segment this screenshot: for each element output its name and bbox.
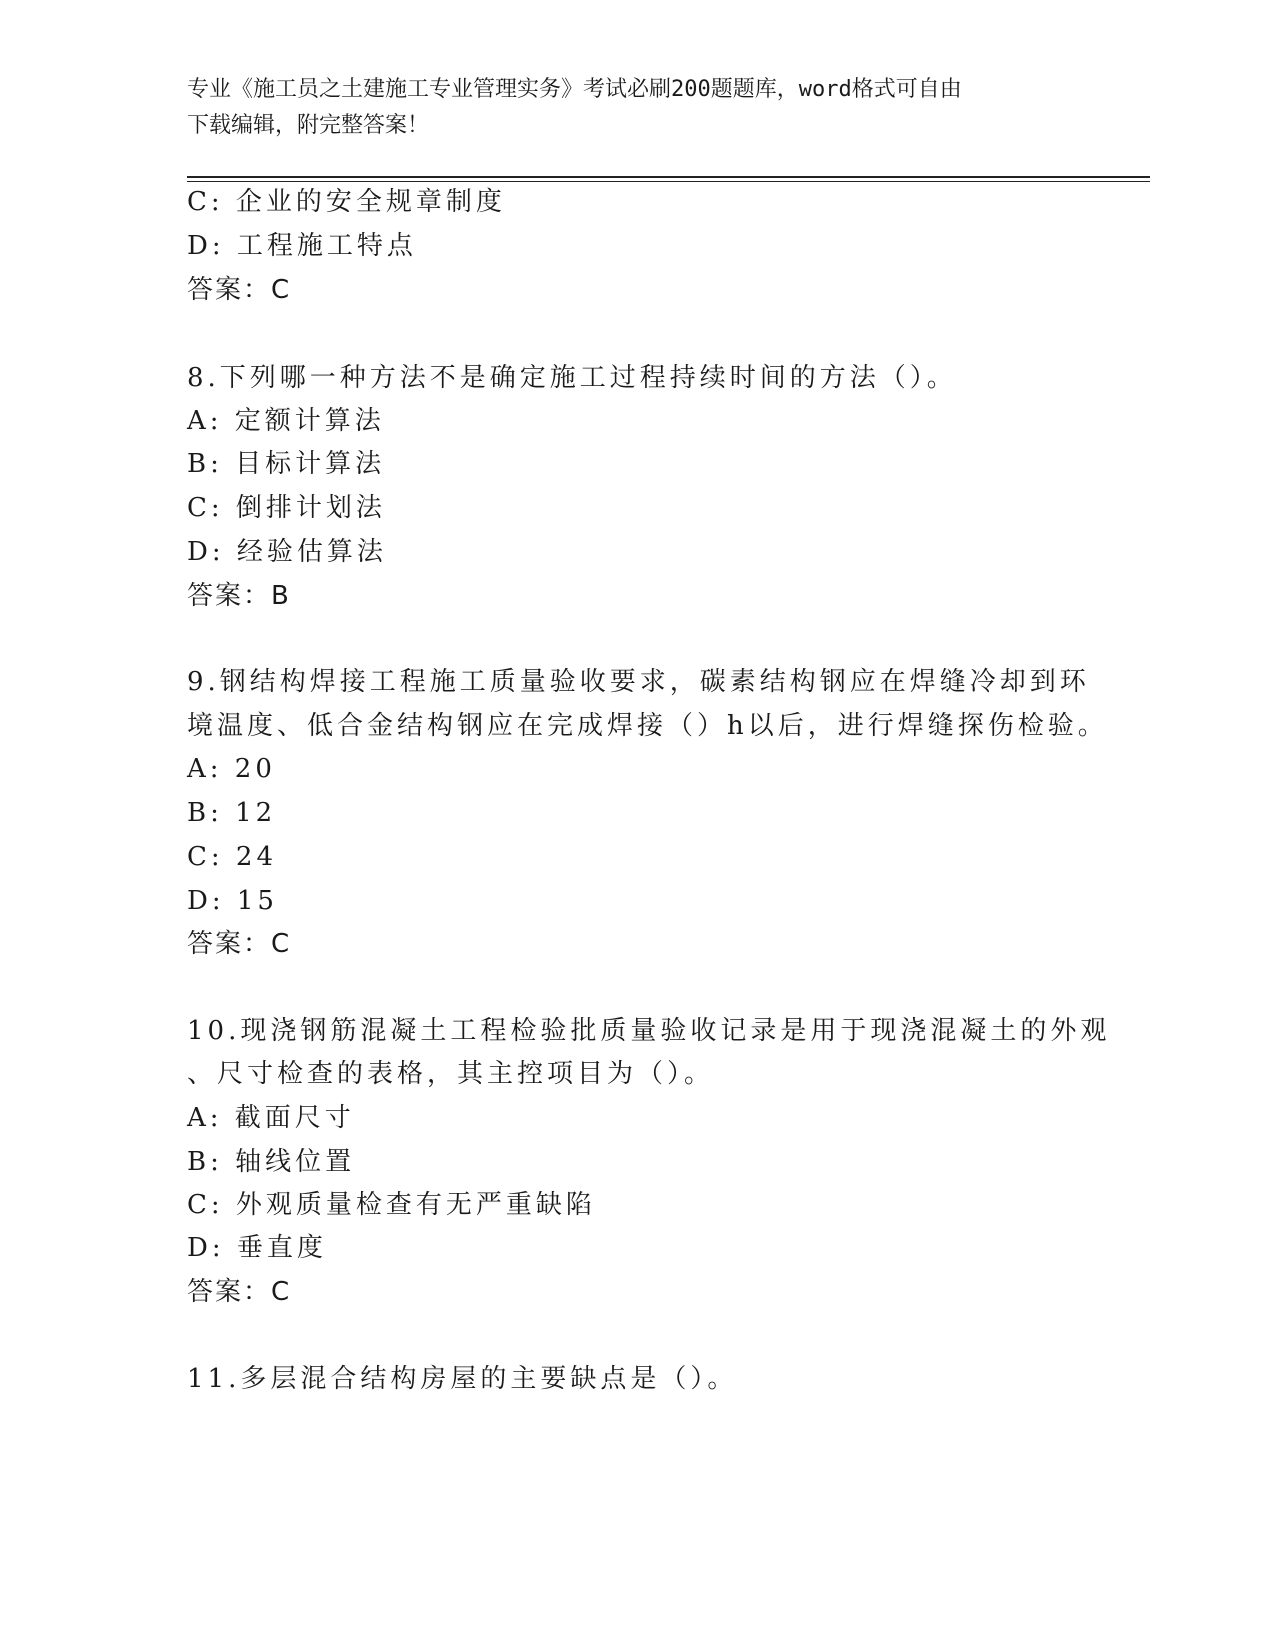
option-b: B: 目标计算法 bbox=[187, 449, 386, 479]
option-b: B: 轴线位置 bbox=[187, 1147, 356, 1177]
option-a: A: 20 bbox=[187, 754, 276, 784]
header-title-line-2: 下载编辑，附完整答案！ bbox=[187, 113, 430, 138]
option-b: B: 12 bbox=[187, 798, 277, 828]
question-9-text-line-2: 境温度、低合金结构钢应在完成焊接（）h以后，进行焊缝探伤检验。 bbox=[187, 711, 1108, 741]
question-11-text: 11.多层混合结构房屋的主要缺点是（）。 bbox=[187, 1364, 738, 1394]
page-header bbox=[187, 72, 1067, 144]
header-title-line-1: 专业《施工员之土建施工专业管理实务》考试必刷200题题库，word格式可自由 bbox=[187, 77, 962, 102]
question-9-text-line-1: 9.钢结构焊接工程施工质量验收要求，碳素结构钢应在焊缝冷却到环 bbox=[187, 667, 1090, 697]
question-10-text-line-1: 10.现浇钢筋混凝土工程检验批质量验收记录是用于现浇混凝土的外观 bbox=[187, 1016, 1111, 1046]
option-a: A: 定额计算法 bbox=[187, 406, 385, 436]
answer-label: 答案：C bbox=[187, 1277, 292, 1307]
answer-label: 答案：C bbox=[187, 275, 292, 305]
question-10-text-line-2: 、尺寸检查的表格，其主控项目为（）。 bbox=[187, 1059, 715, 1089]
question-8-text: 8.下列哪一种方法不是确定施工过程持续时间的方法（）。 bbox=[187, 363, 957, 393]
option-d: D: 工程施工特点 bbox=[187, 231, 417, 261]
option-c: C: 企业的安全规章制度 bbox=[187, 187, 506, 217]
option-d: D: 经验估算法 bbox=[187, 537, 387, 567]
option-a: A: 截面尺寸 bbox=[187, 1103, 355, 1133]
answer-label: 答案：C bbox=[187, 929, 292, 959]
option-d: D: 垂直度 bbox=[187, 1233, 327, 1263]
header-divider bbox=[187, 176, 1150, 182]
option-d: D: 15 bbox=[187, 886, 278, 916]
option-c: C: 24 bbox=[187, 842, 278, 872]
option-c: C: 倒排计划法 bbox=[187, 493, 386, 523]
option-c: C: 外观质量检查有无严重缺陷 bbox=[187, 1190, 596, 1220]
answer-label: 答案：B bbox=[187, 581, 291, 611]
